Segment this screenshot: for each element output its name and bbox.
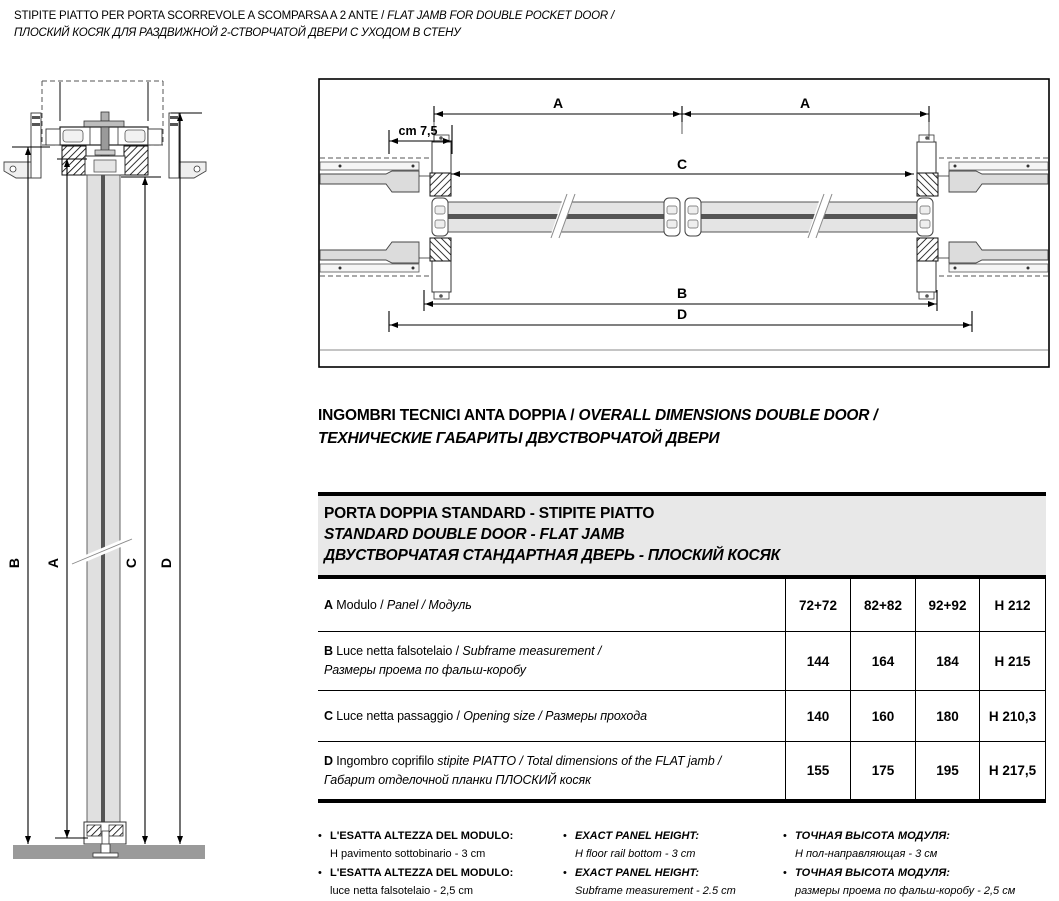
row-B-label-line2: Размеры проема по фальш-коробу	[324, 663, 526, 677]
row-B-label	[318, 632, 785, 690]
dim-label-c: C	[123, 557, 139, 569]
dim-label-c-plan: C	[676, 156, 688, 172]
table-header-line3: ДВУСТВОРЧАТАЯ СТАНДАРТНАЯ ДВЕРЬ - ПЛОСКИЙ КОСЯК	[324, 547, 780, 564]
dim-label-d: D	[158, 557, 174, 569]
row-B-value-2: 164	[850, 632, 915, 690]
note-title: EXACT PANEL HEIGHT:	[575, 867, 700, 879]
row-D-value-1: 155	[785, 742, 850, 799]
dim-label-d-plan: D	[676, 306, 688, 322]
bullet-icon: •	[318, 867, 322, 879]
row-B-label-line1: B Luce netta falsotelaio / Subframe measurement /	[324, 644, 602, 658]
bullet-icon: •	[318, 830, 322, 842]
table-header-line1: PORTA DOPPIA STANDARD - STIPITE PIATTO	[324, 505, 655, 522]
section-heading-line2: ТЕХНИЧЕСКИЕ ГАБАРИТЫ ДВУСТВОРЧАТОЙ ДВЕРИ	[318, 430, 720, 447]
row-A-value-1: 72+72	[785, 579, 850, 631]
page-title	[14, 8, 654, 42]
row-D-label-line2: Габарит отделочной планки ПЛОСКИЙ косяк	[324, 772, 591, 787]
row-D-label-line1: D Ingombro coprifilo stipite PIATTO / Total dimensions of the FLAT jamb /	[324, 753, 722, 768]
dim-label-a: A	[45, 557, 61, 569]
notes-column-ru	[783, 828, 1053, 901]
page-title-line2: ПЛОСКИЙ КОСЯК ДЛЯ РАЗДВИЖНОЙ 2-СТВОРЧАТОЙ ДВЕРИ С УХОДОМ В СТЕНУ	[14, 27, 461, 39]
section-heading-line1: INGOMBRI TECNICI ANTA DOPPIA / OVERALL DIMENSIONS DOUBLE DOOR /	[318, 407, 878, 424]
table-row-B	[318, 632, 1046, 691]
table-header-line2: STANDARD DOUBLE DOOR - FLAT JAMB	[324, 526, 625, 543]
notes-column-it	[318, 828, 558, 901]
side-section-drawing	[0, 78, 210, 893]
bullet-icon: •	[783, 867, 787, 879]
row-A-label-line1: A Modulo / Panel / Модуль	[324, 597, 472, 612]
row-D-label	[318, 742, 785, 799]
table-row-A	[318, 579, 1046, 632]
row-C-value-2: 160	[850, 691, 915, 741]
row-D-value-3: 195	[915, 742, 979, 799]
section-heading	[318, 404, 1038, 450]
row-D-value-4: H 217,5	[979, 742, 1046, 799]
row-C-label	[318, 691, 785, 741]
note-detail: Н пол-направляющая - 3 см	[795, 847, 938, 860]
row-B-value-3: 184	[915, 632, 979, 690]
note-title: ТОЧНАЯ ВЫСОТА МОДУЛЯ:	[795, 867, 950, 879]
note-title: L'ESATTA ALTEZZA DEL MODULO:	[330, 867, 514, 879]
note-item	[563, 828, 778, 863]
note-item	[563, 865, 778, 900]
door-panel-section	[72, 175, 132, 822]
dim-label-a-left: A	[552, 95, 564, 111]
table-row-D	[318, 742, 1046, 803]
note-title: EXACT PANEL HEIGHT:	[575, 830, 700, 842]
note-title: ТОЧНАЯ ВЫСОТА МОДУЛЯ:	[795, 830, 950, 842]
note-detail: H pavimento sottobinario - 3 cm	[330, 847, 486, 860]
table-header	[318, 492, 1046, 579]
row-C-value-1: 140	[785, 691, 850, 741]
row-C-value-4: H 210,3	[979, 691, 1046, 741]
plan-view-drawing	[318, 78, 1050, 368]
row-B-value-1: 144	[785, 632, 850, 690]
bullet-icon: •	[563, 830, 567, 842]
row-A-value-4: H 212	[979, 579, 1046, 631]
note-detail: luce netta falsotelaio - 2,5 cm	[330, 884, 474, 897]
note-title: L'ESATTA ALTEZZA DEL MODULO:	[330, 830, 514, 842]
dimensions-table	[318, 492, 1046, 803]
note-detail: размеры проема по фальш-коробу - 2,5 см	[795, 884, 1016, 897]
row-B-value-4: H 215	[979, 632, 1046, 690]
note-detail: Subframe measurement - 2.5 cm	[575, 884, 736, 897]
note-item	[318, 865, 558, 900]
dim-label-b: B	[6, 557, 22, 569]
page-title-line1: STIPITE PIATTO PER PORTA SCORREVOLE A SCOMPARSA A 2 ANTE / FLAT JAMB FOR DOUBLE POCKET DOOR /	[14, 10, 615, 22]
dim-label-jamb-depth: cm 7,5	[398, 124, 438, 138]
row-A-label	[318, 579, 785, 631]
note-item	[783, 865, 1053, 900]
dim-label-a-right: A	[799, 95, 811, 111]
bullet-icon: •	[783, 830, 787, 842]
header-track-assembly	[4, 81, 206, 178]
row-D-value-2: 175	[850, 742, 915, 799]
row-C-label-line1: C Luce netta passaggio / Opening size / Размеры прохода	[324, 708, 647, 723]
bullet-icon: •	[563, 867, 567, 879]
note-item	[318, 828, 558, 863]
note-item	[783, 828, 1053, 863]
note-detail: H floor rail bottom - 3 cm	[575, 847, 696, 860]
row-A-value-2: 82+82	[850, 579, 915, 631]
row-A-value-3: 92+92	[915, 579, 979, 631]
notes-column-en	[563, 828, 778, 901]
table-row-C	[318, 691, 1046, 742]
dim-label-b-plan: B	[676, 285, 688, 301]
row-C-value-3: 180	[915, 691, 979, 741]
